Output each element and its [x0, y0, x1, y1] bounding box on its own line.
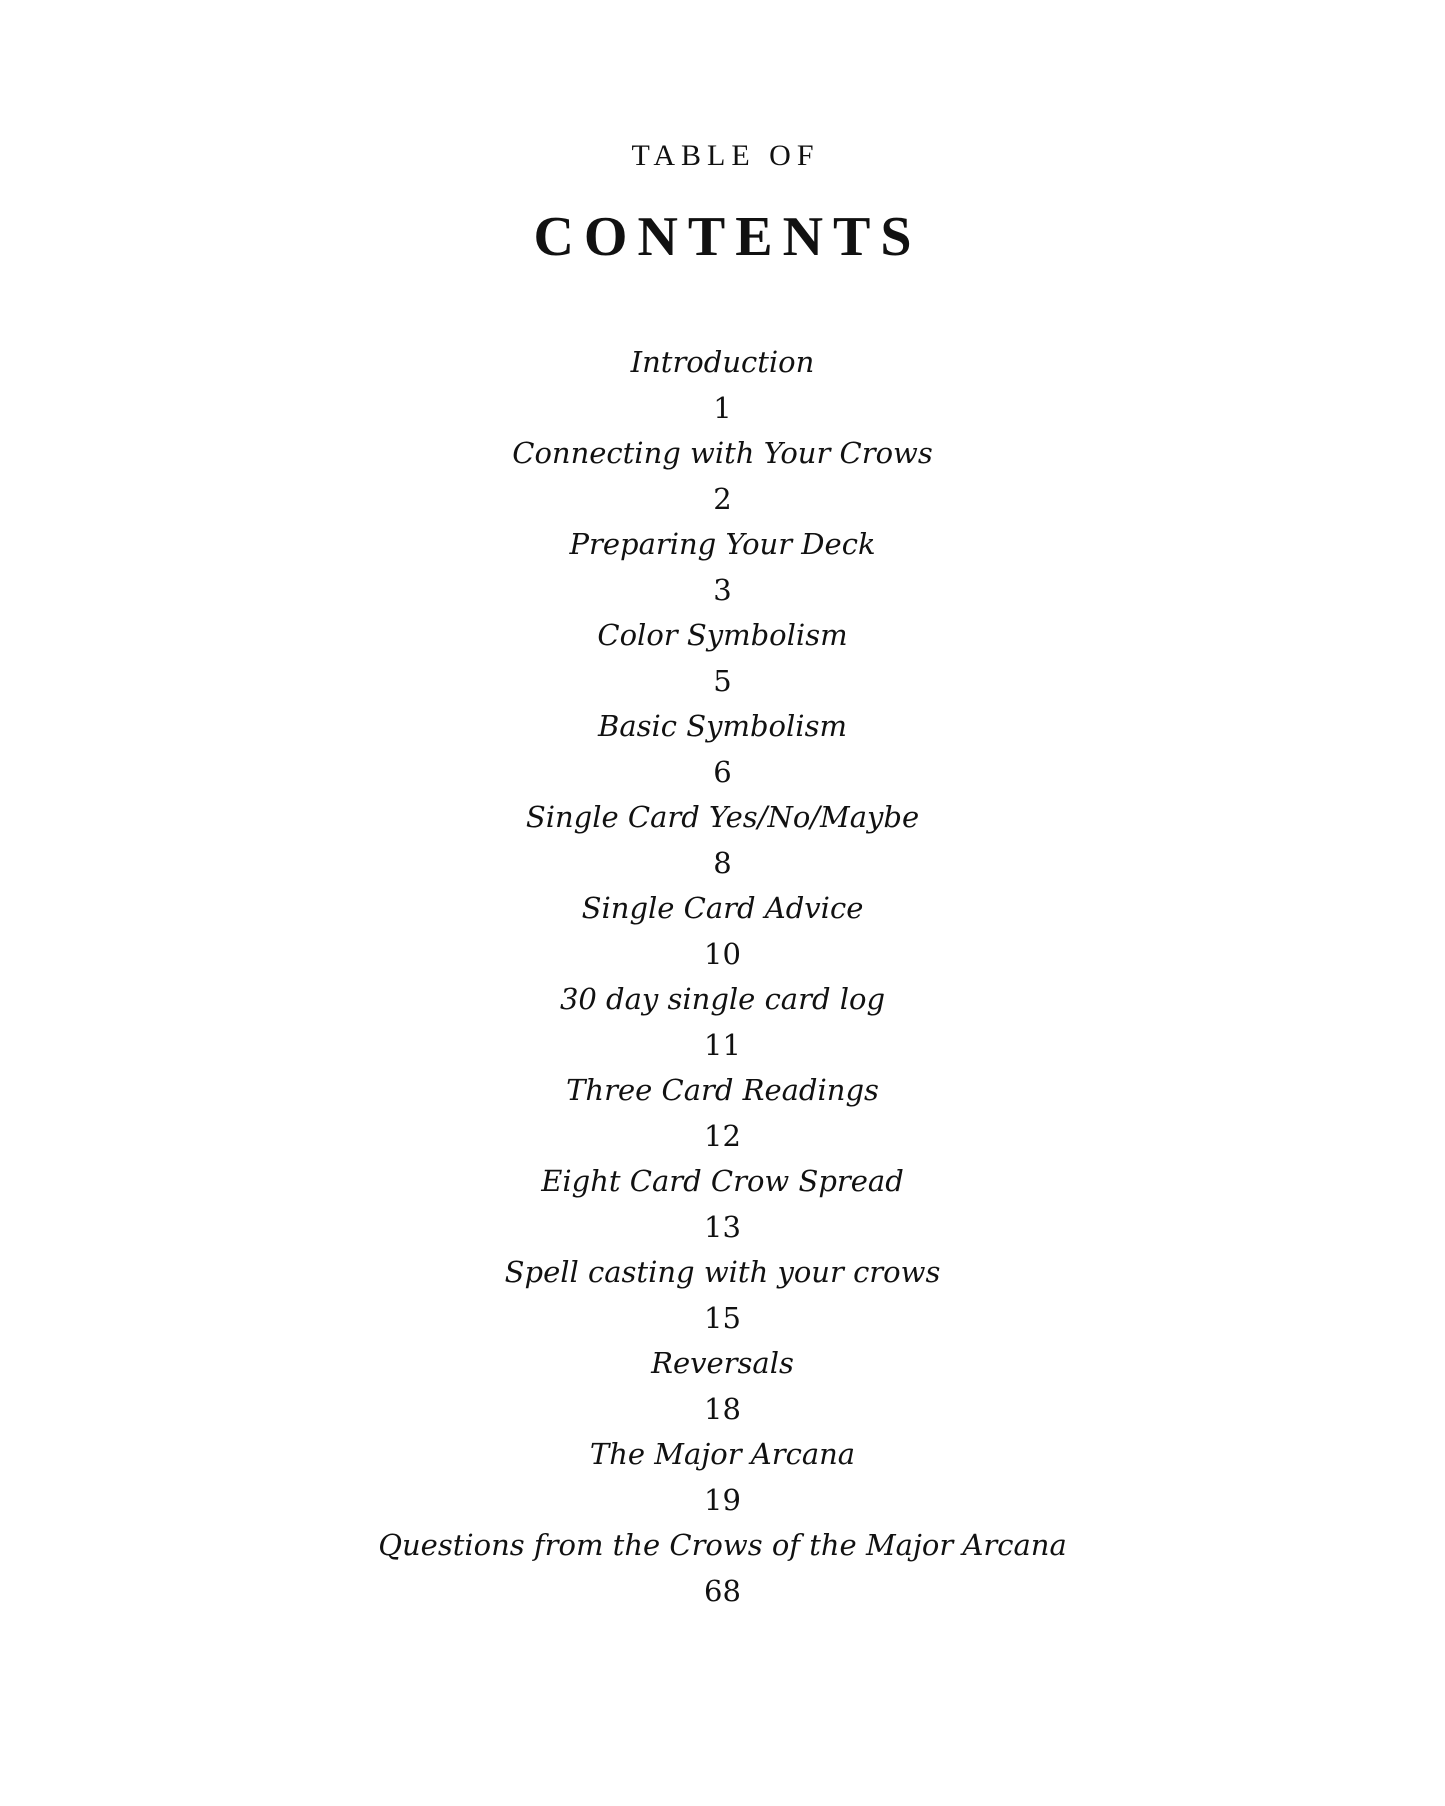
toc-entry-page: 12 — [704, 1118, 741, 1153]
toc-entry-page: 5 — [713, 663, 732, 698]
toc-entry — [0, 340, 1445, 431]
toc-entry-title: Single Card Advice — [581, 891, 864, 925]
toc-entry-page: 10 — [704, 936, 741, 971]
page-title: CONTENTS — [533, 206, 922, 268]
toc-entry-page: 68 — [704, 1573, 741, 1608]
toc-entry-page: 11 — [704, 1027, 741, 1062]
toc-entry-title: Color Symbolism — [597, 618, 848, 652]
toc-entry-page: 18 — [704, 1391, 741, 1426]
toc-entry — [0, 1341, 1445, 1432]
toc-entry-title: 30 day single card log — [559, 982, 886, 1016]
toc-entry-page: 2 — [713, 481, 732, 516]
heading-kicker: TABLE OF — [631, 139, 820, 172]
toc-entry — [0, 1432, 1445, 1523]
toc-entry-page: 13 — [704, 1209, 741, 1244]
toc-entry-title: Spell casting with your crows — [504, 1255, 941, 1289]
toc-entry — [0, 795, 1445, 886]
toc-entry-title: Connecting with Your Crows — [512, 436, 933, 470]
toc-entry-title: Questions from the Crows of the Major Arcana — [378, 1528, 1067, 1562]
toc-entry-title: Basic Symbolism — [598, 709, 847, 743]
toc-entry — [0, 1159, 1445, 1250]
toc-entry-title: Preparing Your Deck — [569, 527, 876, 561]
toc-entry-page: 15 — [704, 1300, 741, 1335]
toc-entry-page: 19 — [704, 1482, 741, 1517]
toc-entry-title: Single Card Yes/No/Maybe — [525, 800, 920, 834]
toc-entry — [0, 431, 1445, 522]
toc-entry — [0, 1068, 1445, 1159]
toc-entry-page: 3 — [713, 572, 732, 607]
toc-entry — [0, 886, 1445, 977]
toc-entry-title: Three Card Readings — [566, 1073, 879, 1107]
toc-entry — [0, 704, 1445, 795]
toc-entry-title: Reversals — [651, 1346, 794, 1380]
toc-entry-title: Eight Card Crow Spread — [541, 1164, 904, 1198]
toc-entry-page: 8 — [713, 845, 732, 880]
toc-entry-title: The Major Arcana — [589, 1437, 856, 1471]
toc-entry — [0, 977, 1445, 1068]
toc-entry-page: 1 — [713, 390, 732, 425]
toc-entry — [0, 522, 1445, 613]
toc-entry-page: 6 — [713, 754, 732, 789]
toc-entry-title: Introduction — [630, 345, 815, 379]
toc-entry — [0, 1250, 1445, 1341]
toc-entry — [0, 613, 1445, 704]
toc-entry — [0, 1523, 1445, 1614]
table-of-contents — [0, 340, 1445, 1614]
